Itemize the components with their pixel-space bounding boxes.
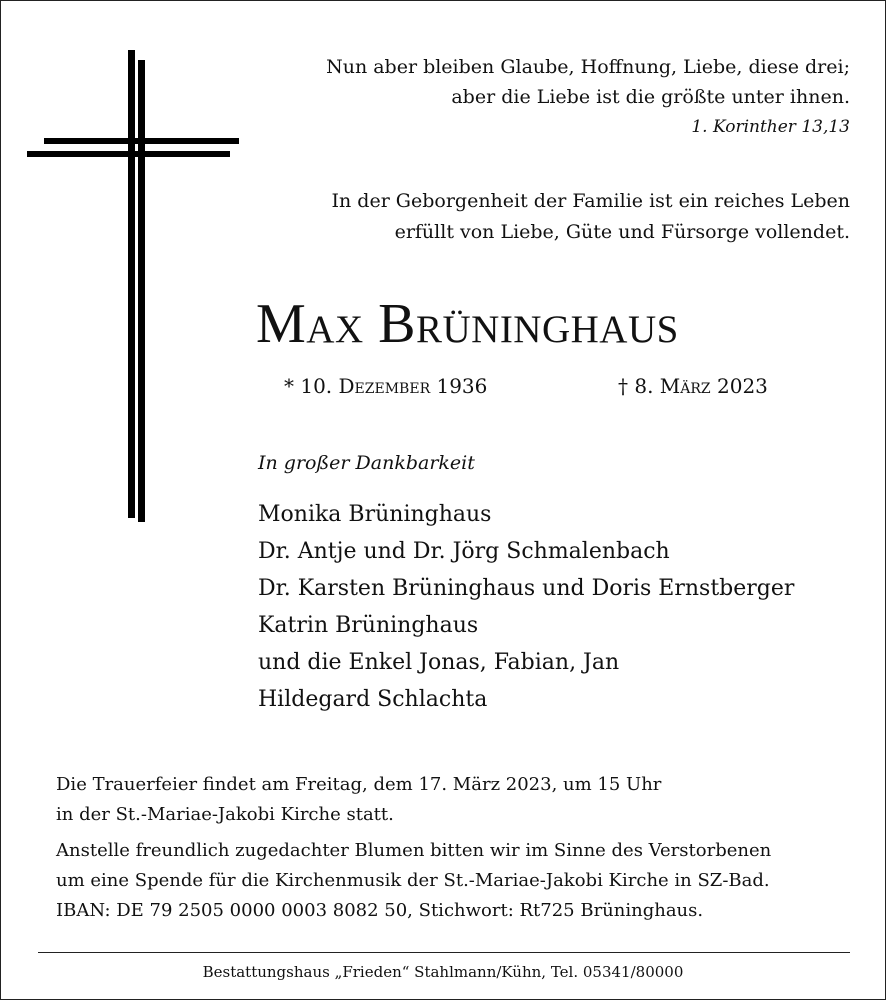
quote-line-1: Nun aber bleiben Glaube, Hoffnung, Liebe, diese drei;: [326, 56, 850, 78]
mourner-name: Dr. Karsten Brüninghaus und Doris Ernstberger: [258, 576, 795, 601]
funeral-home-footer: Bestattungshaus „Frieden“ Stahlmann/Kühn, Tel. 05341/80000: [202, 963, 684, 981]
donation-line-2: um eine Spende für die Kirchenmusik der St.-Mariae-Jakobi Kirche in SZ-Bad.: [56, 870, 770, 891]
mourner-name: und die Enkel Jonas, Fabian, Jan: [258, 650, 620, 675]
donation-line-3: IBAN: DE 79 2505 0000 0003 8082 50, Stichwort: Rt725 Brüninghaus.: [56, 900, 704, 921]
birth-date: * 10. Dezember 1936: [284, 374, 488, 398]
intro-text: [270, 186, 850, 248]
death-date: † 8. März 2023: [618, 374, 768, 398]
mourner-name: Hildegard Schlachta: [258, 687, 488, 712]
mourners-heading: In großer Dankbarkeit: [258, 452, 475, 474]
quote-line-2: aber die Liebe ist die größte unter ihnen.: [451, 86, 850, 108]
ceremony-line-1: Die Trauerfeier findet am Freitag, dem 17. März 2023, um 15 Uhr: [56, 774, 662, 795]
mourner-name: Katrin Brüninghaus: [258, 613, 479, 638]
intro-line-1: In der Geborgenheit der Familie ist ein reiches Leben: [331, 190, 850, 212]
deceased-name: Max Brüninghaus: [256, 293, 679, 355]
mourner-name: Monika Brüninghaus: [258, 502, 492, 527]
quote-reference: 1. Korinther 13,13: [691, 117, 850, 137]
mourner-name: Dr. Antje und Dr. Jörg Schmalenbach: [258, 539, 670, 564]
footer-divider: [38, 952, 850, 953]
ceremony-info: [56, 770, 856, 926]
ceremony-line-2: in der St.-Mariae-Jakobi Kirche statt.: [56, 804, 394, 825]
intro-line-2: erfüllt von Liebe, Güte und Fürsorge vollendet.: [394, 221, 850, 243]
bible-quote: [290, 52, 850, 142]
donation-line-1: Anstelle freundlich zugedachter Blumen bitten wir im Sinne des Verstorbenen: [56, 840, 772, 861]
mourners-list: [258, 496, 868, 718]
